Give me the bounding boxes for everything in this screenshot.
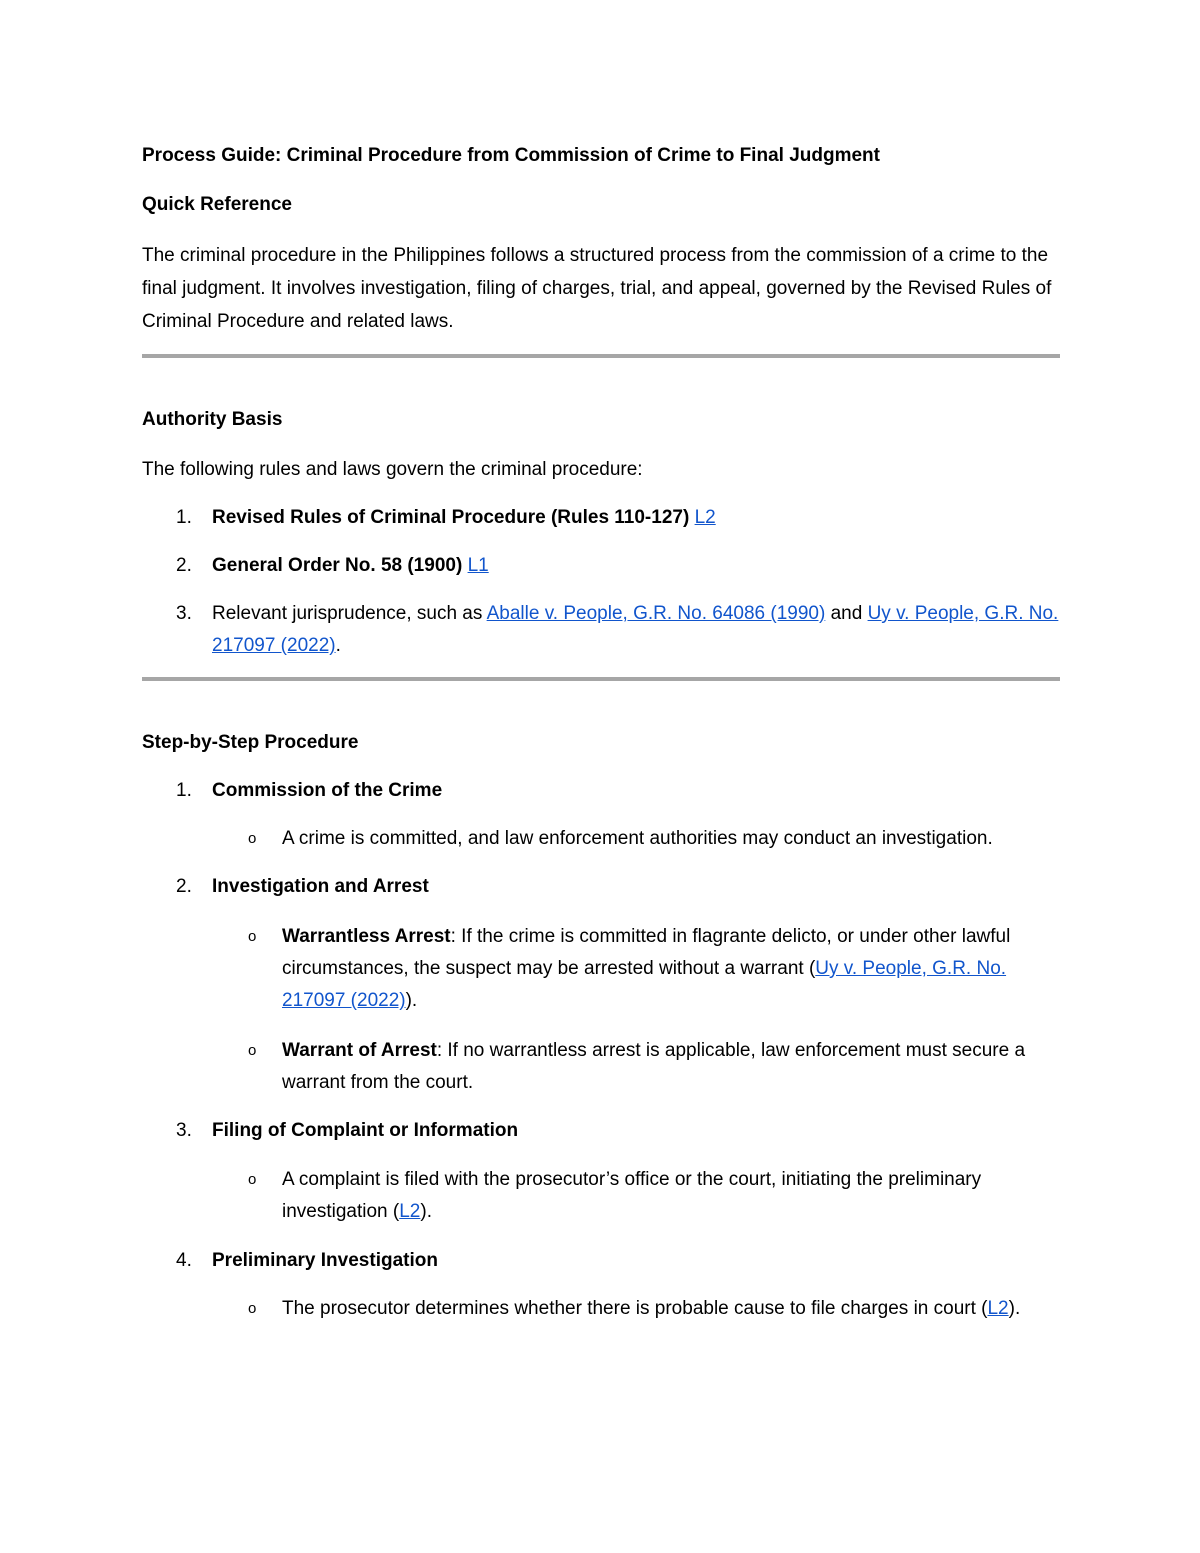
l2-link[interactable]: L2 <box>987 1298 1009 1319</box>
steps-list <box>142 775 1060 807</box>
list-number: 1. <box>176 780 192 801</box>
step-sublist <box>142 1293 1060 1325</box>
l1-link[interactable]: L1 <box>467 555 489 576</box>
circle-bullet-icon: o <box>248 928 257 945</box>
steps-list <box>142 871 1060 903</box>
closing-text: ). <box>420 1201 432 1222</box>
list-number: 4. <box>176 1250 192 1271</box>
connector-text: and <box>825 603 868 624</box>
step-item <box>142 1245 1060 1277</box>
sub-item-label: Warrantless Arrest <box>282 926 451 947</box>
steps-list <box>142 1115 1060 1147</box>
closing-text: ). <box>1008 1298 1021 1319</box>
step-title: Filing of Complaint or Information <box>212 1120 519 1141</box>
closing-text: ). <box>405 990 418 1011</box>
circle-bullet-icon: o <box>248 1171 257 1188</box>
list-number: 3. <box>176 1120 192 1141</box>
circle-bullet-icon: o <box>248 830 257 847</box>
sub-item <box>142 1164 1060 1228</box>
steps-heading: Step-by-Step Procedure <box>142 732 359 753</box>
list-number: 2. <box>176 876 192 897</box>
sub-item-text: The prosecutor determines whether there is probable cause to file charges in court ( <box>282 1298 988 1319</box>
sub-item <box>142 823 1060 855</box>
document-content <box>142 140 1060 1325</box>
aballe-case-link[interactable]: Aballe v. People, G.R. No. 64086 (1990) <box>486 603 826 624</box>
step-item <box>142 871 1060 903</box>
authority-heading: Authority Basis <box>142 409 283 430</box>
step-item <box>142 775 1060 807</box>
list-item <box>142 598 1060 662</box>
sub-item-text: : If no warrantless arrest is applicable, law enforcement must secure a warrant from the court. <box>282 1040 1026 1093</box>
circle-bullet-icon: o <box>248 1042 257 1059</box>
l2-link[interactable]: L2 <box>399 1201 421 1222</box>
l2-link[interactable]: L2 <box>694 507 716 528</box>
step-title: Preliminary Investigation <box>212 1250 438 1271</box>
sub-item-text: A crime is committed, and law enforcement authorities may conduct an investigation. <box>282 828 993 849</box>
sub-item <box>142 1035 1060 1099</box>
sub-item-label: Warrant of Arrest <box>282 1040 437 1061</box>
page-title: Process Guide: Criminal Procedure from Commission of Crime to Final Judgment <box>142 145 880 166</box>
circle-bullet-icon: o <box>248 1300 257 1317</box>
quick-reference-text: The criminal procedure in the Philippines follows a structured process from the commission of a crime to the final judgment. It involves investigation, filing of charges, trial, and appeal, governed by the Revised Rules of Criminal Procedure and related laws. <box>142 245 1052 332</box>
period-text: . <box>335 635 341 656</box>
section-divider <box>142 354 1060 358</box>
step-item <box>142 1115 1060 1147</box>
uy-case-link[interactable]: Uy v. People, G.R. No. 217097 (2022) <box>282 958 1007 1011</box>
steps-list <box>142 1245 1060 1277</box>
step-title: Commission of the Crime <box>212 780 443 801</box>
step-sublist <box>142 1164 1060 1228</box>
sub-item-text: A complaint is filed with the prosecutor’s office or the court, initiating the preliminary investigation ( <box>282 1169 982 1222</box>
quick-reference-heading: Quick Reference <box>142 194 292 215</box>
step-sublist <box>142 921 1060 1099</box>
uy-case-link[interactable]: Uy v. People, G.R. No. 217097 (2022) <box>212 603 1059 656</box>
authority-list <box>142 502 1060 662</box>
sub-item-text: : If the crime is committed in flagrante delicto, or under other lawful circumstances, the suspect may be arrested without a warrant ( <box>282 926 1011 979</box>
sub-item <box>142 1293 1060 1325</box>
authority-item-text: Revised Rules of Criminal Procedure (Rules 110-127) <box>212 507 695 528</box>
authority-intro: The following rules and laws govern the criminal procedure: <box>142 459 643 480</box>
list-number: 2. <box>176 555 192 576</box>
list-number: 3. <box>176 603 192 624</box>
step-title: Investigation and Arrest <box>212 876 429 897</box>
section-divider <box>142 677 1060 681</box>
authority-item-text: Relevant jurisprudence, such as <box>212 603 487 624</box>
step-sublist <box>142 823 1060 855</box>
authority-item-text: General Order No. 58 (1900) <box>212 555 468 576</box>
list-item <box>142 550 1060 582</box>
list-number: 1. <box>176 507 192 528</box>
sub-item <box>142 921 1060 1017</box>
list-item <box>142 502 1060 534</box>
